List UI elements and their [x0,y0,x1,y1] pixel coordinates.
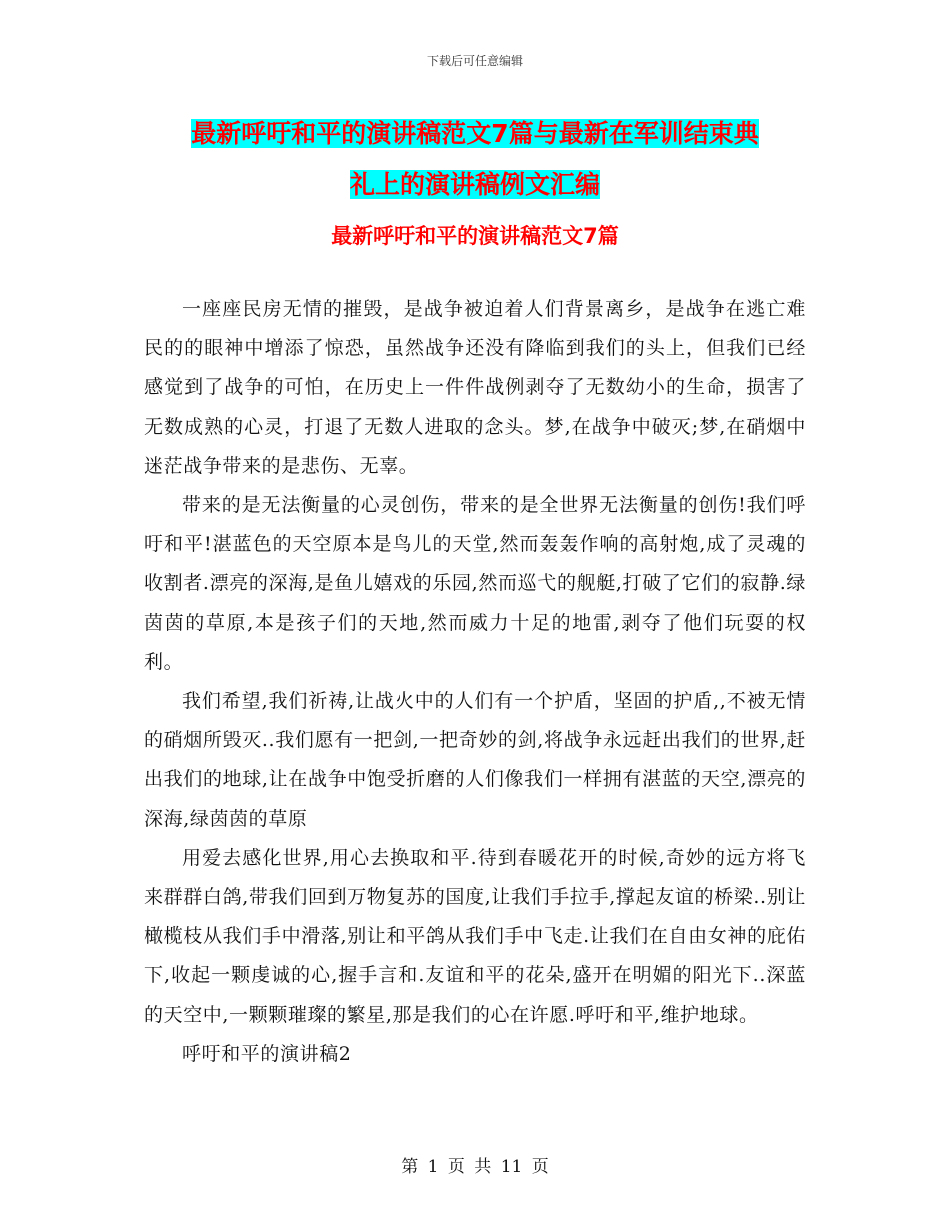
body-paragraph-5: 呼吁和平的演讲稿2 [182,1042,352,1065]
document-body [144,290,806,1074]
body-paragraph-3: 我们希望,我们祈祷,让战火中的人们有一个护盾，坚固的护盾,,不被无情的硝烟所毁灭..我们愿有一把剑,一把奇妙的剑,将战争永远赶出我们的世界,赶出我们的地球,让在战争中饱受折磨的人们像我们一样拥有湛蓝的天空,漂亮的深海,绿茵茵的草原 [144,690,806,830]
document-title-line-1: 最新呼吁和平的演讲稿范文7篇与最新在军训结束典 [191,119,759,148]
document-title [150,108,800,210]
section-title: 最新呼吁和平的演讲稿范文7篇 [331,224,619,248]
page-number-footer: 第 1 页 共 11 页 [401,1157,549,1177]
body-paragraph-1: 一座座民房无情的摧毁，是战争被迫着人们背景离乡，是战争在逃亡难民的的眼神中增添了惊恐，虽然战争还没有降临到我们的头上，但我们已经感觉到了战争的可怕，在历史上一件件战例剥夺了无数幼小的生命，损害了无数成熟的心灵，打退了无数人进取的念头。梦,在战争中破灭;梦,在硝烟中迷茫战争带来的是悲伤、无辜。 [144,298,806,477]
body-paragraph-2: 带来的是无法衡量的心灵创伤，带来的是全世界无法衡量的创伤!我们呼吁和平!湛蓝色的天空原本是鸟儿的天堂,然而轰轰作响的高射炮,成了灵魂的收割者.漂亮的深海,是鱼儿嬉戏的乐园,然而巡弋的舰艇,打破了它们的寂静.绿茵茵的草原,本是孩子们的天地,然而威力十足的地雷,剥夺了他们玩耍的权利。 [144,494,806,673]
page-header-note: 下载后可任意编辑 [426,54,523,68]
document-title-line-2: 礼上的演讲稿例文汇编 [349,170,600,199]
body-paragraph-4: 用爱去感化世界,用心去换取和平.待到春暖花开的时候,奇妙的远方将飞来群群白鸽,带我们回到万物复苏的国度,让我们手拉手,撑起友谊的桥梁..别让橄榄枝从我们手中滑落,别让和平鸽从我们手中飞走.让我们在自由女神的庇佑下,收起一颗虔诚的心,握手言和.友谊和平的花朵,盛开在明媚的阳光下..深蓝的天空中,一颗颗璀璨的繁星,那是我们的心在许愿.呼吁和平,维护地球。 [144,846,806,1026]
